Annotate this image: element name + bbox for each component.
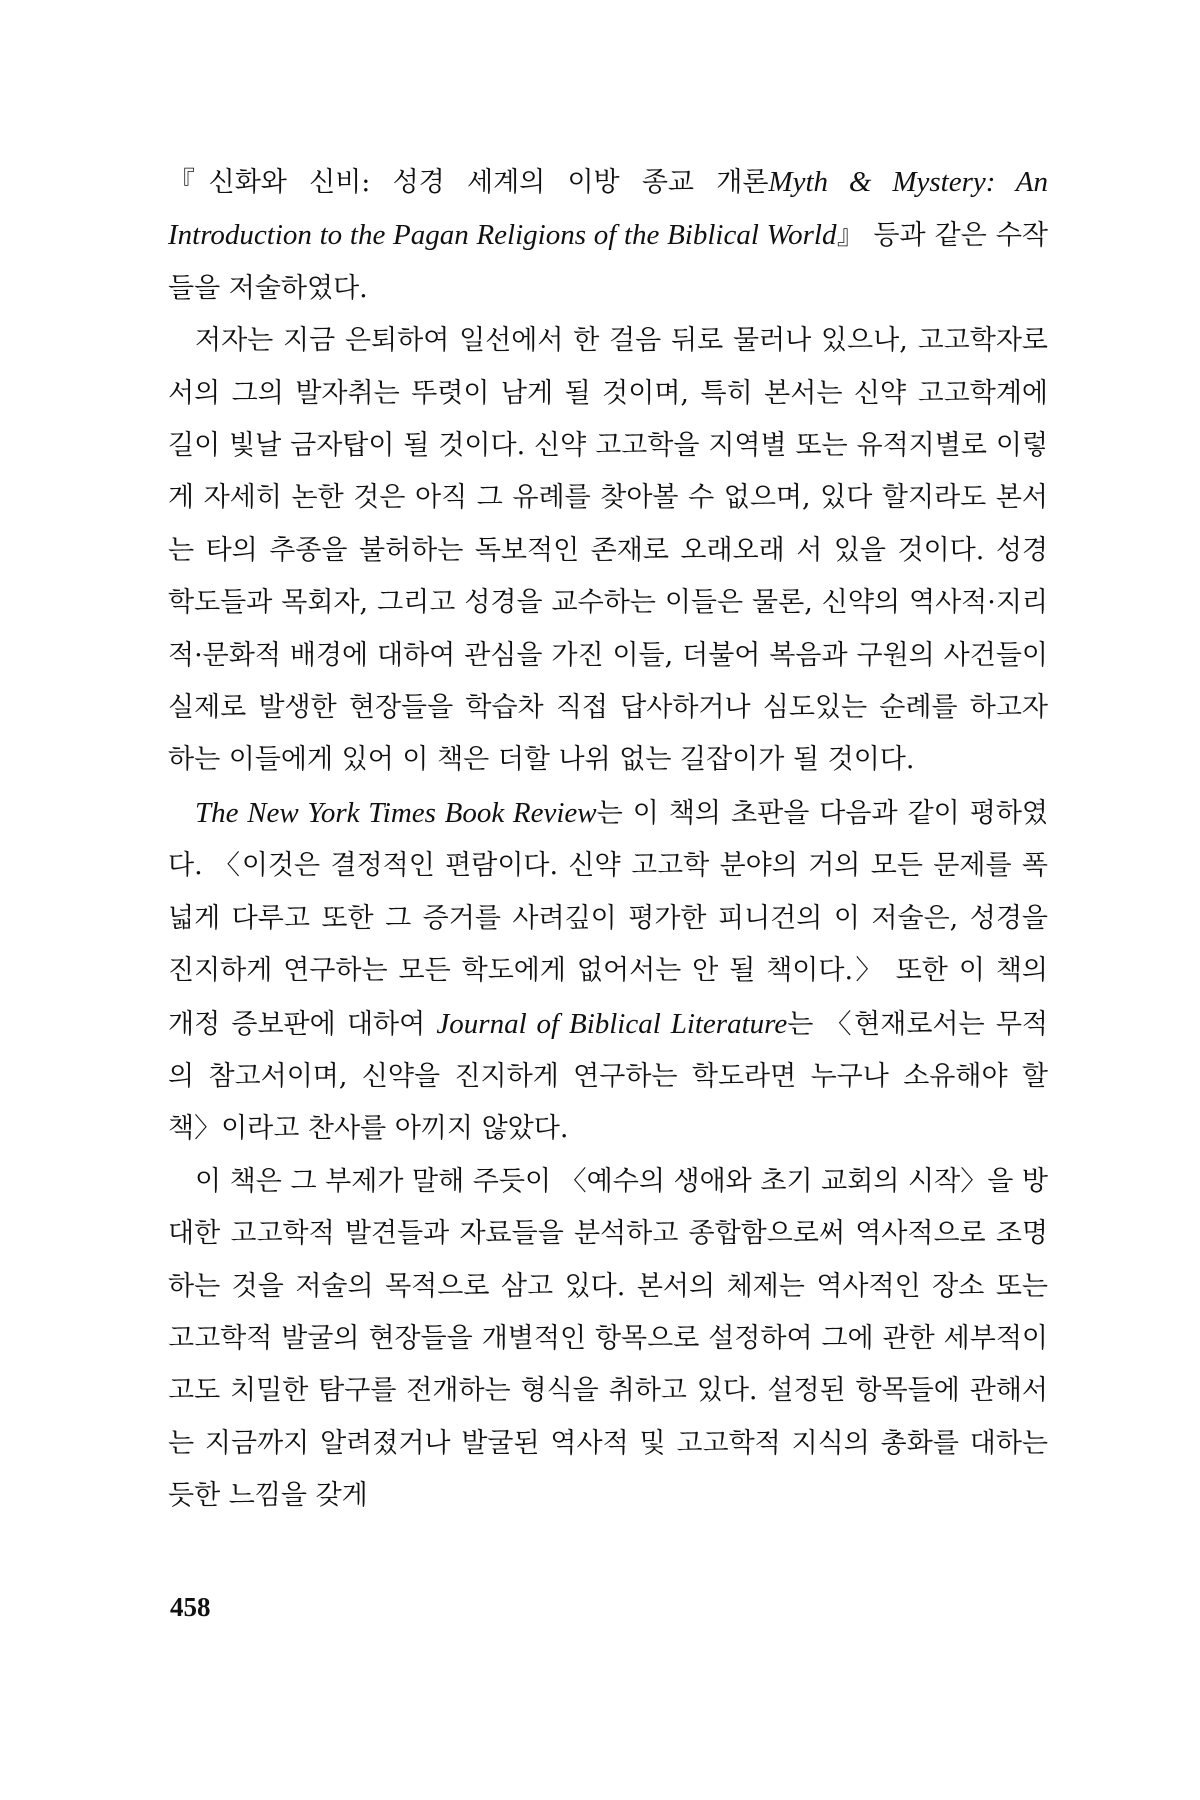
text-run: 는 〈현재로서는 무적의 참고서이며, 신약을 진지하게 연구하는 학도라면 누구나 소유해야 할 책〉이라고 찬사를 아끼지 않았다. <box>168 1008 1048 1145</box>
publication-title: The New York Times Book Review <box>195 796 597 829</box>
page-number: 458 <box>170 1592 211 1622</box>
paragraph <box>168 315 1048 787</box>
paragraph <box>168 1156 1048 1523</box>
text-run: 』 등과 같은 수작들을 저술하였다. <box>168 220 1048 304</box>
text-run: 이 책은 그 부제가 말해 주듯이 〈예수의 생애와 초기 교회의 시작〉을 방대한 고고학적 발견들과 자료들을 분석하고 종합함으로써 역사적으로 조명하는 것을 저술의 목적으로 삼고 있다. 본서의 체제는 역사적인 장소 또는 고고학적 발굴의 현장들을 개별적인 항목으로 설정하여 그에 관한 세부적이고도 치밀한 탐구를 전개하는 형식을 취하고 있다. 설정된 항목들에 관해서는 지금까지 알려졌거나 발굴된 역사적 및 고고학적 지식의 총화를 대하는 듯한 느낌을 갖게 <box>168 1165 1048 1512</box>
text-run: 『신화와 신비: 성경 세계의 이방 종교 개론 <box>168 167 769 198</box>
paragraph <box>168 787 1048 1156</box>
book-title-english: Myth & Mystery: An Introduction to the Pagan Religions of the Biblical World <box>168 166 1048 252</box>
text-run: 는 이 책의 초판을 다음과 같이 평하였다. 〈이것은 결정적인 편람이다. 신약 고고학 분야의 거의 모든 문제를 폭넓게 다루고 또한 그 증거를 사려깊이 평가한 피니건의 이 저술은, 성경을 진지하게 연구하는 모든 학도에게 없어서는 안 될 책이다.〉 또한 이 책의 개정 증보판에 대하여 <box>168 797 1048 1040</box>
body-text <box>168 156 1048 1523</box>
paragraph <box>168 156 1048 315</box>
publication-title: Journal of Biblical Literature <box>436 1007 788 1040</box>
text-run: 저자는 지금 은퇴하여 일선에서 한 걸음 뒤로 물러나 있으나, 고고학자로서의 그의 발자취는 뚜렷이 남게 될 것이며, 특히 본서는 신약 고고학계에 길이 빛날 금자탑이 될 것이다. 신약 고고학을 지역별 또는 유적지별로 이렇게 자세히 논한 것은 아직 그 유례를 찾아볼 수 없으며, 있다 할지라도 본서는 타의 추종을 불허하는 독보적인 존재로 오래오래 서 있을 것이다. 성경 학도들과 목회자, 그리고 성경을 교수하는 이들은 물론, 신약의 역사적·지리적·문화적 배경에 대하여 관심을 가진 이들, 더불어 복음과 구원의 사건들이 실제로 발생한 현장들을 학습차 직접 답사하거나 심도있는 순례를 하고자 하는 이들에게 있어 이 책은 더할 나위 없는 길잡이가 될 것이다. <box>168 325 1048 776</box>
